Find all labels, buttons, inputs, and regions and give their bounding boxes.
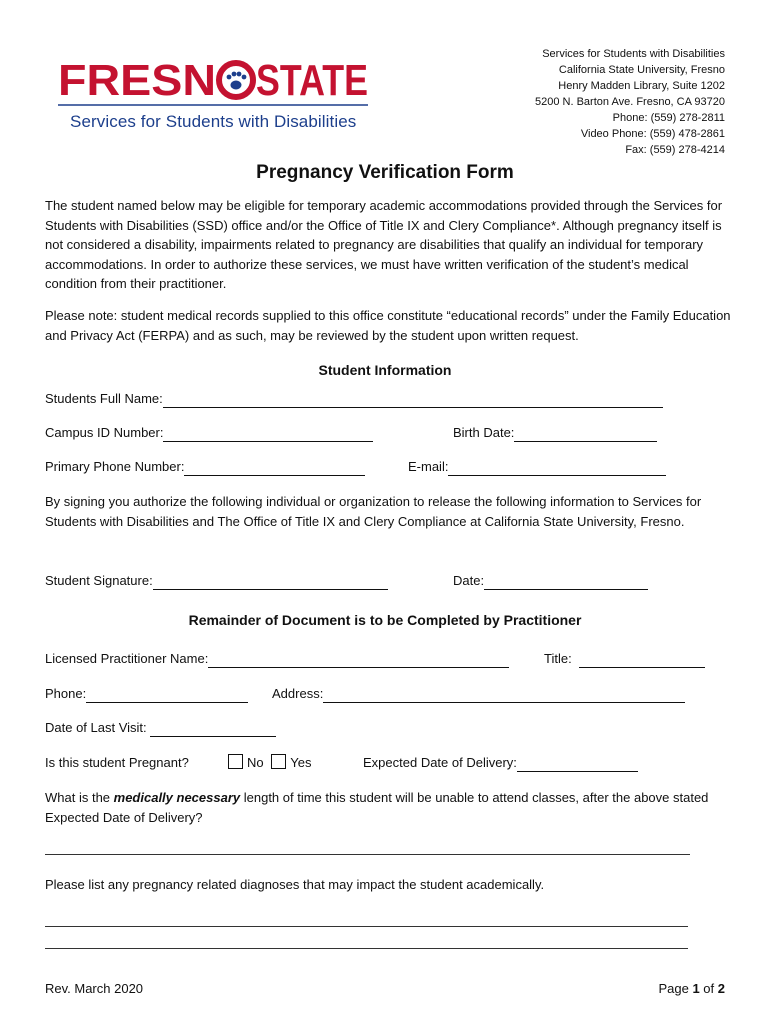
practitioner-title-label: Title:: [544, 651, 572, 666]
student-signature-label: Student Signature:: [45, 573, 153, 588]
page-current: 1: [692, 981, 700, 996]
page-number: [658, 980, 725, 998]
birth-date-row: [453, 424, 657, 442]
practitioner-address-row: [272, 685, 685, 703]
fresno-state-logo: [58, 55, 370, 132]
practitioner-phone-row: [45, 685, 248, 703]
page-title: Pregnancy Verification Form: [256, 162, 514, 183]
revision-label: [45, 980, 143, 998]
pregnant-yes-checkbox[interactable]: [271, 754, 286, 769]
contact-address-block: [535, 46, 725, 158]
signature-date-row: [453, 572, 648, 590]
student-signature-field[interactable]: [153, 575, 388, 590]
practitioner-heading: Remainder of Document is to be Completed by Practitioner: [188, 612, 582, 628]
practitioner-phone-label: Phone:: [45, 686, 87, 701]
signature-date-field[interactable]: [484, 575, 648, 590]
last-visit-row: [45, 719, 276, 737]
address-line: Video Phone: (559) 478-2861: [580, 128, 725, 140]
page-prefix: Page: [658, 981, 693, 996]
last-visit-label: Date of Last Visit:: [45, 720, 147, 735]
practitioner-title-field[interactable]: [579, 653, 705, 668]
campus-id-row: [45, 424, 373, 442]
diagnoses-answer-line-2[interactable]: [45, 948, 688, 949]
length-question-emphasis: medically necessary: [113, 790, 241, 805]
diagnoses-question-row: [45, 876, 544, 894]
student-name-label: Students Full Name:: [45, 391, 163, 406]
primary-phone-row: [45, 458, 365, 476]
expected-delivery-field[interactable]: [517, 757, 638, 772]
practitioner-title-row: [544, 650, 705, 668]
expected-delivery-row: [363, 754, 638, 772]
page-of: of: [699, 981, 718, 996]
intro-paragraph: The student named below may be eligible for temporary academic accommodations provided through the Services for Students with Disabilities (SSD) office and/or the Office of Title IX and Clery Compliance*. Although pregnancy itself is not considered a disability, impairments related to pregnancy are disabilities that qualify an individual for temporary accommodations. In order to authorize these services, we must have written verification of the student’s medical condition from their practitioner.: [45, 198, 723, 291]
diagnoses-answer-line-1[interactable]: [45, 926, 688, 927]
pregnant-yes-label: Yes: [290, 755, 312, 770]
student-name-field[interactable]: [163, 393, 663, 408]
primary-phone-label: Primary Phone Number:: [45, 459, 185, 474]
campus-id-field[interactable]: [163, 427, 373, 442]
practitioner-name-row: [45, 650, 509, 668]
page-total: 2: [717, 981, 725, 996]
email-field[interactable]: [448, 461, 666, 476]
svg-text:FRESN: FRESN: [58, 56, 216, 105]
length-answer-line[interactable]: [45, 854, 690, 855]
length-question-prefix: What is the: [45, 790, 114, 805]
birth-date-field[interactable]: [514, 427, 657, 442]
fresno-state-wordmark: [58, 55, 370, 109]
ferpa-note: Please note: student medical records supplied to this office constitute “educational records” under the Family Education and Privacy Act (FERPA) and as such, may be reviewed by the student upon written request.: [45, 308, 731, 343]
logo-subtitle: Services for Students with Disabilities: [70, 112, 357, 131]
pregnant-question-row: [45, 754, 189, 772]
campus-id-label: Campus ID Number:: [45, 425, 164, 440]
birth-date-label: Birth Date:: [453, 425, 515, 440]
address-line: Henry Madden Library, Suite 1202: [558, 80, 725, 92]
student-information-heading: Student Information: [318, 362, 452, 378]
address-line: California State University, Fresno: [558, 64, 725, 76]
pregnant-no-label: No: [247, 755, 264, 770]
student-name-row: [45, 390, 663, 408]
paw-print-icon: [219, 63, 253, 97]
email-label: E-mail:: [408, 459, 449, 474]
practitioner-name-label: Licensed Practitioner Name:: [45, 651, 209, 666]
length-question-suffix: length of time this student will be unable to attend classes, after the above stated Expected Date of Delivery?: [45, 790, 709, 825]
revision-text: Rev. March 2020: [45, 981, 144, 996]
address-line: Phone: (559) 278-2811: [612, 112, 725, 124]
length-of-time-question: [45, 788, 735, 827]
authorization-paragraph: By signing you authorize the following individual or organization to release the following information to Services for Students with Disabilities and The Office of Title IX and Clery Compliance at California State University, Fresno.: [45, 494, 702, 529]
svg-text:STATE: STATE: [256, 56, 368, 105]
address-line: Services for Students with Disabilities: [542, 48, 725, 60]
practitioner-phone-field[interactable]: [86, 688, 248, 703]
expected-delivery-label: Expected Date of Delivery:: [363, 755, 517, 770]
practitioner-address-label: Address:: [272, 686, 324, 701]
practitioner-address-field[interactable]: [323, 688, 685, 703]
student-signature-row: [45, 572, 388, 590]
practitioner-name-field[interactable]: [208, 653, 509, 668]
pregnant-no-checkbox[interactable]: [228, 754, 243, 769]
last-visit-field[interactable]: [150, 722, 276, 737]
email-row: [408, 458, 666, 476]
primary-phone-field[interactable]: [184, 461, 365, 476]
address-line: Fax: (559) 278-4214: [625, 144, 725, 156]
pregnant-question-label: Is this student Pregnant?: [45, 755, 189, 770]
address-line: 5200 N. Barton Ave. Fresno, CA 93720: [535, 96, 725, 108]
pregnant-options: [228, 754, 311, 772]
signature-date-label: Date:: [453, 573, 485, 588]
diagnoses-question: Please list any pregnancy related diagnoses that may impact the student academically.: [45, 877, 545, 892]
